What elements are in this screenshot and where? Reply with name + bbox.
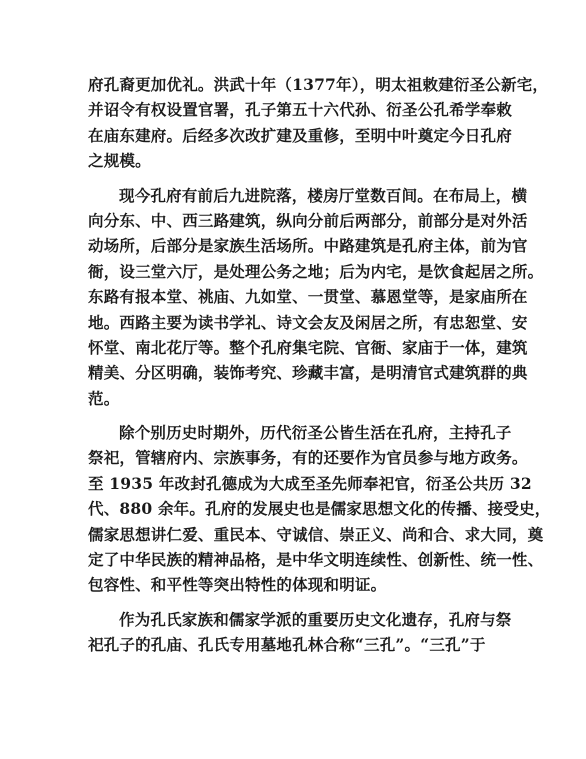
text-line: 现今孔府有前后九进院落，楼房厅堂数百间。在布局上，横 bbox=[119, 185, 528, 205]
text-line: 祀孔子的孔庙、孔氏专用墓地孔林合称“三孔”。“三孔”于 bbox=[88, 635, 486, 655]
text-line: 至 1935 年改封孔德成为大成至圣先师奉祀官，衍圣公共历 32 bbox=[88, 473, 532, 493]
text-line: 作为孔氏家族和儒家学派的重要历史文化遗存，孔府与祭 bbox=[119, 609, 512, 629]
paragraph-3 bbox=[88, 420, 551, 598]
text-line: 并诏令有权设置官署，孔子第五十六代孙、衍圣公孔希学奉敕 bbox=[88, 100, 512, 120]
text-line: 动场所，后部分是家族生活场所。中路建筑是孔府主体，前为官 bbox=[88, 236, 528, 256]
text-line: 衙，设三堂六厅，是处理公务之地；后为内宅，是饮食起居之所。 bbox=[88, 261, 544, 281]
text-line: 怀堂、南北花厅等。整个孔府集宅院、官衙、家庙于一体，建筑 bbox=[88, 337, 528, 357]
paragraph-2 bbox=[88, 183, 544, 412]
paragraph-4 bbox=[88, 607, 512, 658]
paragraph-1 bbox=[88, 72, 549, 174]
text-line: 定了中华民族的精神品格，是中华文明连续性、创新性、统一性、 bbox=[88, 550, 544, 570]
text-line: 除个别历史时期外，历代衍圣公皆生活在孔府，主持孔子 bbox=[119, 423, 512, 443]
text-line: 东路有报本堂、祧庙、九如堂、一贯堂、慕恩堂等，是家庙所在 bbox=[88, 287, 528, 307]
text-line: 府孔裔更加优礼。洪武十年（1377年），明太祖敕建衍圣公新宅， bbox=[88, 75, 549, 94]
document-body bbox=[88, 72, 551, 667]
text-line: 祭祀，管辖府内、宗族事务，有的还要作为官员参与地方政务。 bbox=[88, 448, 528, 468]
text-line: 向分东、中、西三路建筑，纵向分前后两部分，前部分是对外活 bbox=[88, 210, 528, 230]
text-line: 在庙东建府。后经多次改扩建及重修，至明中叶奠定今日孔府 bbox=[88, 125, 512, 145]
text-line: 包容性、和平性等突出特性的体现和明证。 bbox=[88, 575, 387, 595]
text-line: 精美、分区明确，装饰考究、珍藏丰富，是明清官式建筑群的典 bbox=[88, 363, 528, 383]
text-line: 代、880 余年。孔府的发展史也是儒家思想文化的传播、接受史， bbox=[88, 499, 551, 519]
text-line: 儒家思想讲仁爱、重民本、守诚信、崇正义、尚和合、求大同，奠 bbox=[88, 524, 544, 544]
text-line: 地。西路主要为读书学礼、诗文会友及闲居之所，有忠恕堂、安 bbox=[88, 312, 528, 332]
text-line: 之规模。 bbox=[88, 151, 151, 171]
text-line: 范。 bbox=[88, 388, 120, 408]
